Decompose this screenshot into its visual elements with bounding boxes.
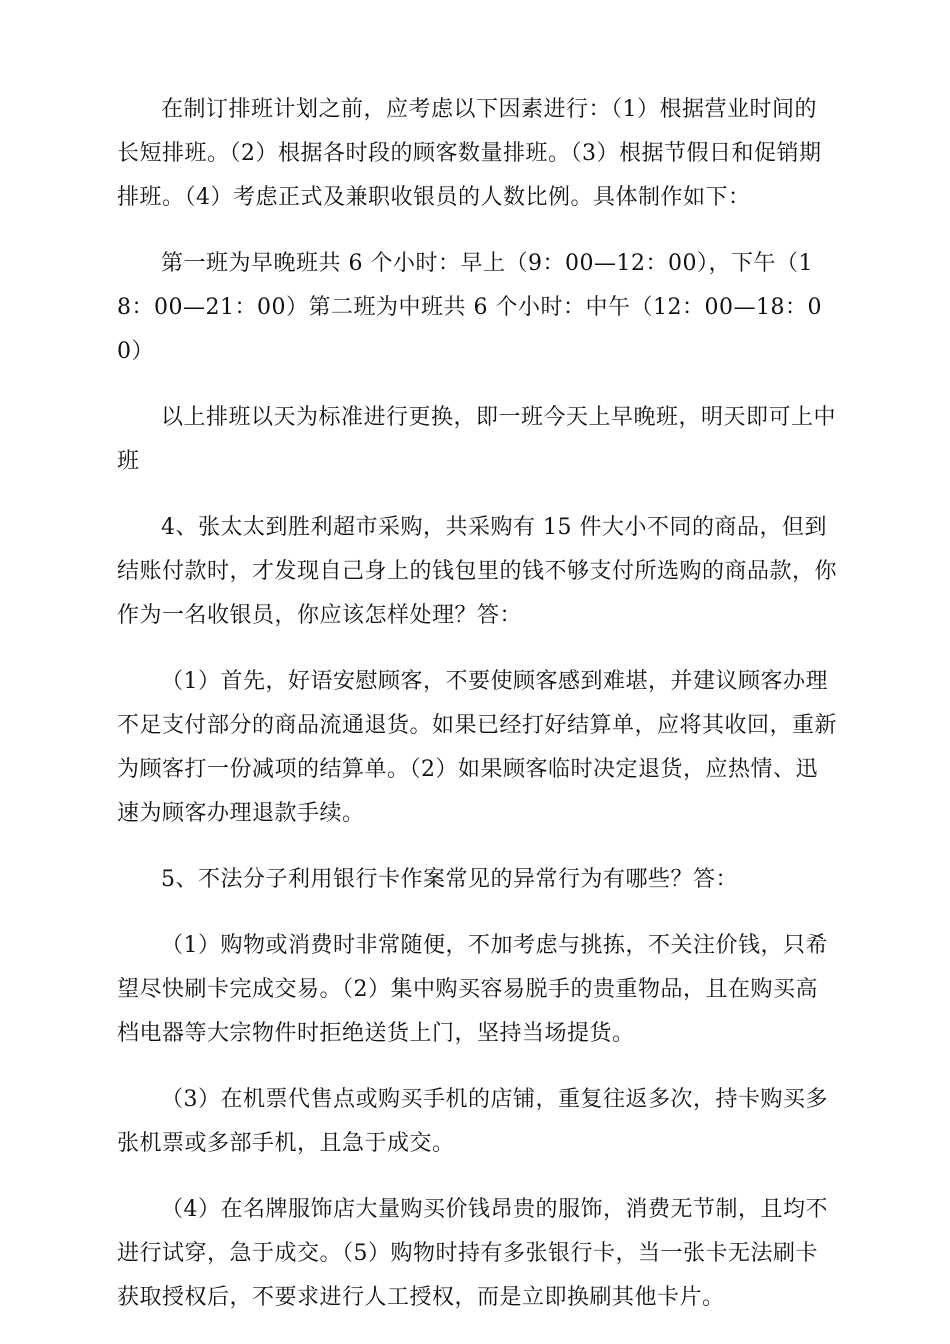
paragraph-answer-5-part-1: （1）购物或消费时非常随便，不加考虑与挑拣，不关注价钱，只希望尽快刷卡完成交易。（2）集中购买容易脱手的贵重物品，且在购买高档电器等大宗物件时拒绝送货上门，坚持当场提货。 <box>117 933 828 1046</box>
paragraph-shift-times: 第一班为早晚班共 6 个小时：早上（9：00—12：00），下午（18：00—21：00）第二班为中班共 6 个小时：中午（12：00—18：00） <box>117 251 822 364</box>
paragraph-answer-5-part-3: （4）在名牌服饰店大量购买价钱昂贵的服饰，消费无节制，且均不进行试穿，急于成交。（5）购物时持有多张银行卡，当一张卡无法刷卡获取授权后，不要求进行人工授权，而是立即换刷其他卡片。 <box>117 1197 828 1310</box>
paragraph-shift-rotation: 以上排班以天为标准进行更换，即一班今天上早晚班，明天即可上中班 <box>117 405 837 474</box>
paragraph-question-4: 4、张太太到胜利超市采购，共采购有 15 件大小不同的商品，但到结账付款时，才发现自己身上的钱包里的钱不够支付所选购的商品款，你作为一名收银员，你应该怎样处理？答： <box>117 515 838 628</box>
paragraph-answer-5-part-2: （3）在机票代售点或购买手机的店铺，重复往返多次，持卡购买多张机票或多部手机，且急于成交。 <box>117 1087 828 1156</box>
paragraph-answer-4: （1）首先，好语安慰顾客，不要使顾客感到难堪，并建议顾客办理不足支付部分的商品流通退货。如果已经打好结算单，应将其收回，重新为顾客打一份减项的结算单。（2）如果顾客临时决定退货，应热情、迅速为顾客办理退款手续。 <box>117 669 838 826</box>
paragraph-scheduling-factors: 在制订排班计划之前，应考虑以下因素进行：（1）根据营业时间的长短排班。（2）根据各时段的顾客数量排班。（3）根据节假日和促销期排班。（4）考虑正式及兼职收银员的人数比例。具体制作如下： <box>117 97 822 210</box>
document-body <box>117 88 837 1342</box>
paragraph-question-5: 5、不法分子利用银行卡作案常见的异常行为有哪些？答： <box>161 867 738 892</box>
